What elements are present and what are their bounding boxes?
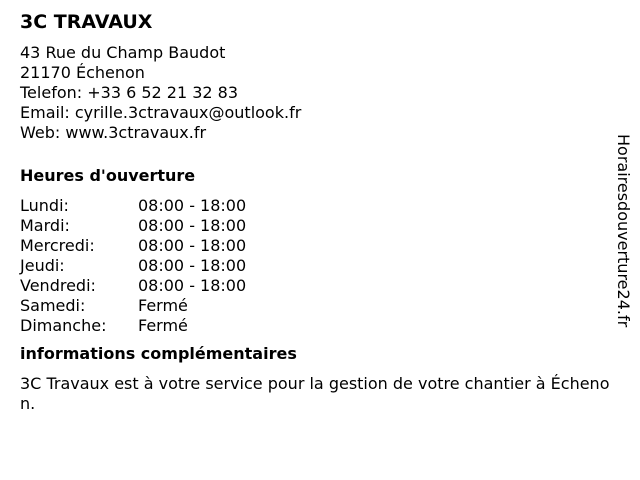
email-text: Email: cyrille.3ctravaux@outlook.fr <box>20 103 302 122</box>
hours-row-sunday <box>20 316 615 336</box>
site-watermark: Horairesdouverture24.fr <box>614 134 633 328</box>
website-text: Web: www.3ctravaux.fr <box>20 123 207 142</box>
hours-day: Mercredi: <box>20 236 95 255</box>
hours-row-friday <box>20 276 615 296</box>
hours-heading: Heures d'ouverture <box>20 166 196 185</box>
address-line-2: 21170 Échenon <box>20 63 145 82</box>
hours-time: 08:00 - 18:00 <box>138 276 247 295</box>
hours-day: Samedi: <box>20 296 86 315</box>
hours-row-thursday <box>20 256 615 276</box>
hours-row-wednesday <box>20 236 615 256</box>
hours-time: Fermé <box>138 296 188 315</box>
hours-time: Fermé <box>138 316 188 335</box>
phone-text: Telefon: +33 6 52 21 32 83 <box>20 83 239 102</box>
business-card <box>20 10 615 414</box>
hours-day: Dimanche: <box>20 316 107 335</box>
business-name: 3C TRAVAUX <box>20 11 153 33</box>
hours-time: 08:00 - 18:00 <box>138 196 247 215</box>
hours-day: Jeudi: <box>20 256 65 275</box>
hours-row-monday <box>20 196 615 216</box>
hours-time: 08:00 - 18:00 <box>138 256 247 275</box>
info-text: 3C Travaux est à votre service pour la gestion de votre chantier à Échenon. <box>20 374 610 413</box>
hours-row-saturday <box>20 296 615 316</box>
hours-day: Lundi: <box>20 196 69 215</box>
address-line-1: 43 Rue du Champ Baudot <box>20 43 226 62</box>
hours-time: 08:00 - 18:00 <box>138 216 247 235</box>
hours-time: 08:00 - 18:00 <box>138 236 247 255</box>
hours-table <box>20 196 615 336</box>
info-heading: informations complémentaires <box>20 344 297 363</box>
hours-day: Mardi: <box>20 216 70 235</box>
hours-row-tuesday <box>20 216 615 236</box>
hours-day: Vendredi: <box>20 276 96 295</box>
